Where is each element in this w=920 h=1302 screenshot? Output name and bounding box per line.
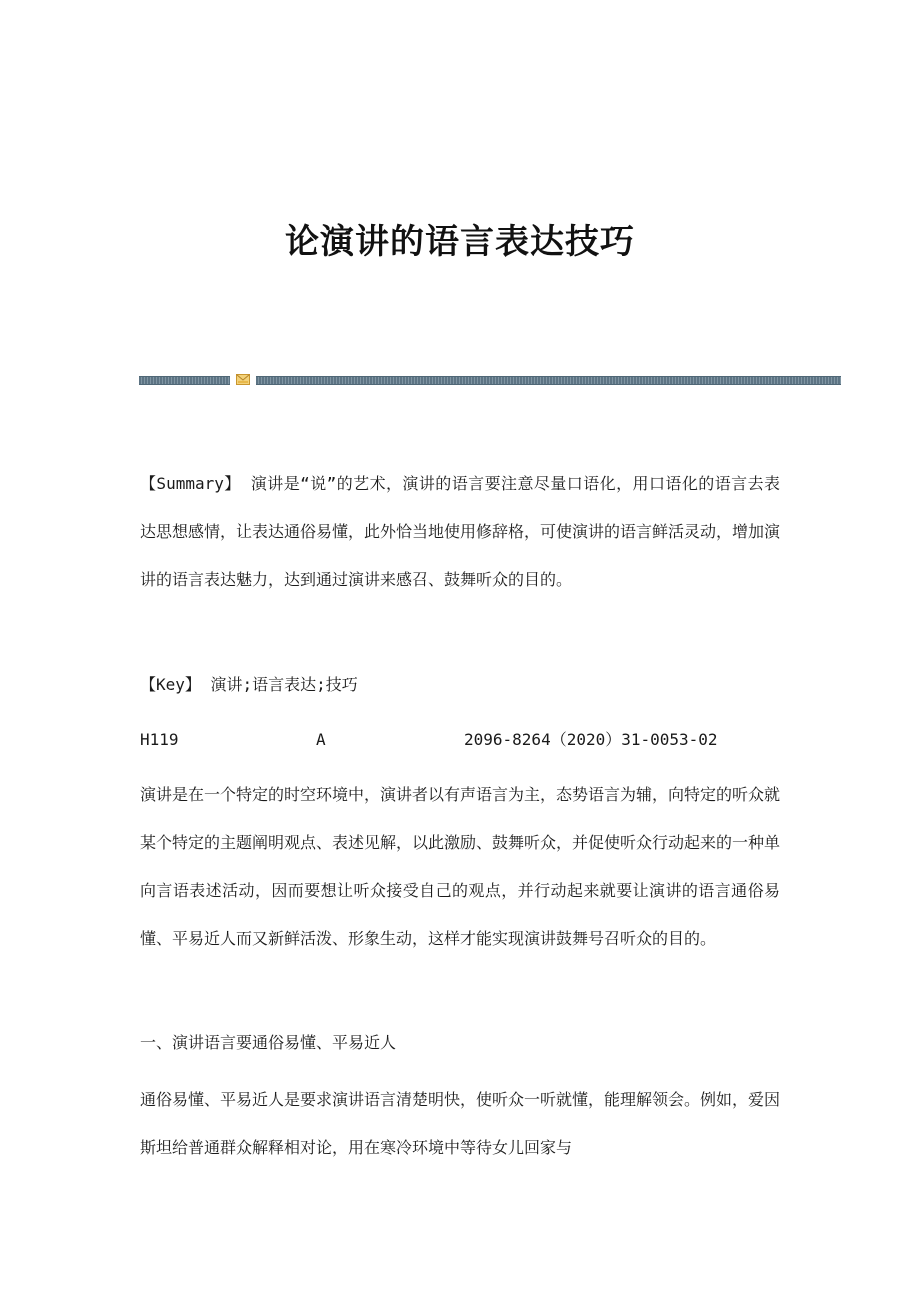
article-id: 2096-8264（2020）31-0053-02 — [464, 730, 718, 749]
summary-section — [140, 460, 780, 604]
paragraph-text: 通俗易懂、平易近人是要求演讲语言清楚明快，使听众一听就懂，能理解领会。例如，爱因斯坦给普通群众解释相对论，用在寒冷环境中等待女儿回家与 — [140, 1090, 781, 1157]
heading-text: 一、演讲语言要通俗易懂、平易近人 — [140, 1033, 397, 1052]
body-paragraph-1 — [140, 771, 780, 963]
paragraph-text: 演讲是在一个特定的时空环境中，演讲者以有声语言为主，态势语言为辅，向特定的听众就某个特定的主题阐明观点、表述见解，以此激励、鼓舞听众，并促使听众行动起来的一种单向言语表述活动，因而要想让听众接受自己的观点，并行动起来就要让演讲的语言通俗易懂、平易近人而又新鲜活泼、形象生动，这样才能实现演讲鼓舞号召听众的目的。 — [140, 785, 781, 948]
title-divider — [139, 374, 841, 385]
classification-line — [140, 716, 780, 764]
summary-label: 【Summary】 — [140, 474, 241, 493]
divider-bar-left — [139, 376, 230, 385]
divider-bar-right — [256, 376, 841, 385]
envelope-icon — [236, 374, 250, 385]
section-heading-1 — [140, 1019, 780, 1067]
document-title: 论演讲的语言表达技巧 — [285, 222, 635, 262]
keywords-label: 【Key】 — [140, 675, 201, 694]
clc-number: H119 — [140, 730, 179, 749]
keywords-section — [140, 661, 780, 709]
summary-paragraph — [140, 460, 780, 604]
keywords-paragraph — [140, 661, 780, 709]
document-code: A — [316, 730, 326, 749]
keywords-text: 演讲;语言表达;技巧 — [200, 675, 358, 694]
summary-text: 演讲是“说”的艺术，演讲的语言要注意尽量口语化，用口语化的语言去表达思想感情，让表达通俗易懂，此外恰当地使用修辞格，可使演讲的语言鲜活灵动，增加演讲的语言表达魅力，达到通过演讲来感召、鼓舞听众的目的。 — [140, 474, 781, 589]
body-paragraph-2 — [140, 1076, 780, 1172]
